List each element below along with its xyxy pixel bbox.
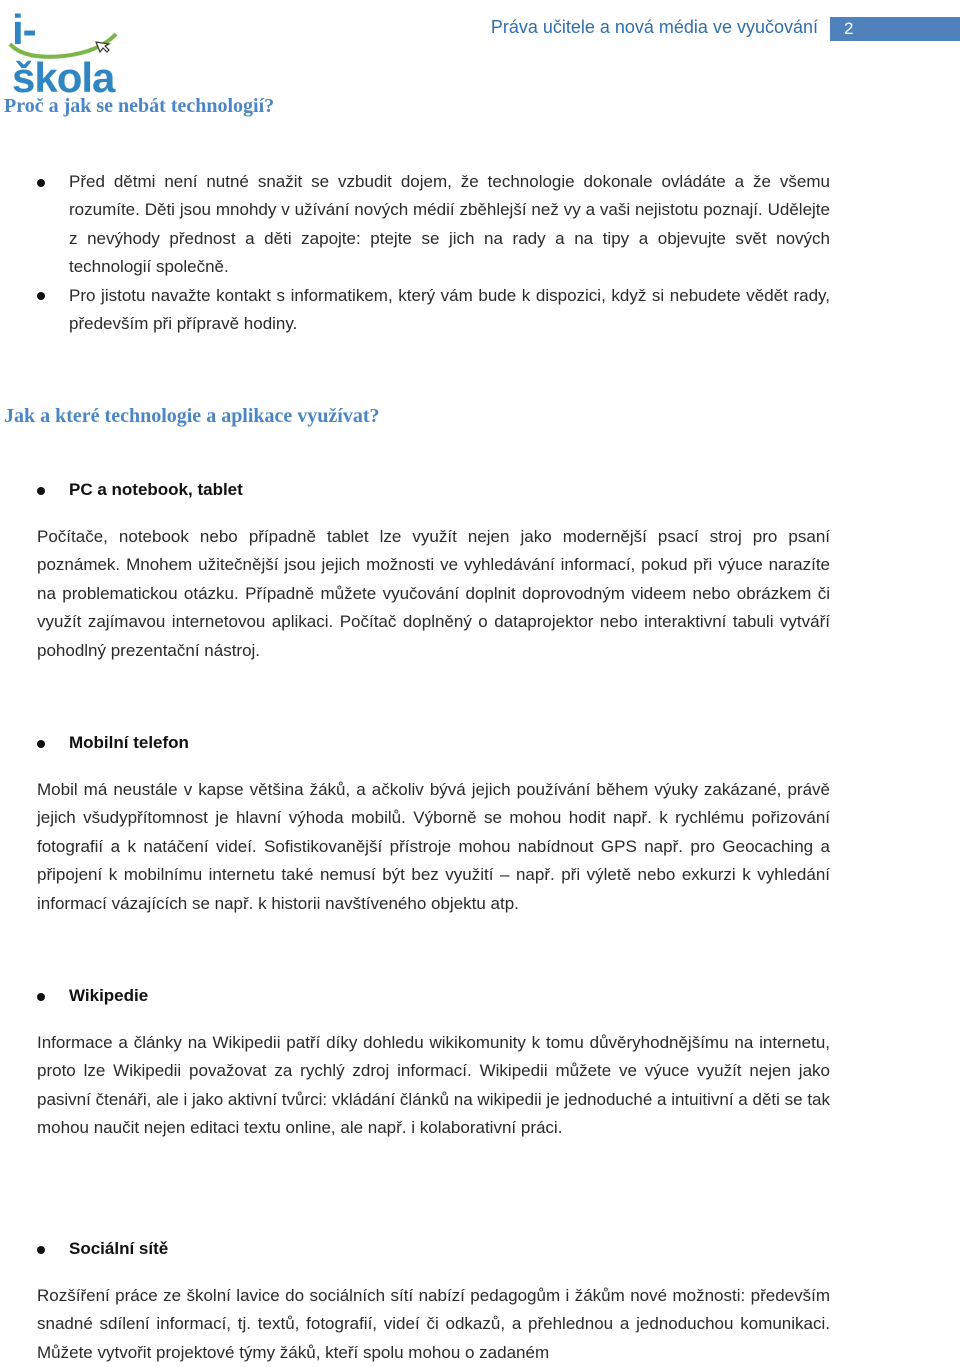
bullet-icon [37, 993, 45, 1001]
item-text: Informace a články na Wikipedii patří díky dohledu wikikomunity k tomu důvěryhodnějšímu na internetu, proto lze Wikipedii považovat za rychlý zdroj informací. Wikipedii můžete ve výuce využít nejen jako pasivní čtenáři, ale i jako aktivní tvůrci: vkládání článků na wikipedii je jednoduché a intuitivní a děti se tak mohou naučit nejen editaci textu online, ale např. i kolaborativní práci. [37, 1033, 830, 1138]
item-title: Sociální sítě [69, 1239, 169, 1258]
page-number: 2 [830, 17, 960, 41]
bullet-text: Před dětmi není nutné snažit se vzbudit dojem, že technologie dokonale ovládáte a že všemu rozumíte. Děti jsou mnohdy v užívání nových médií zběhlejší než vy a vaši nejistotu poznají. Udělejte z nevýhody přednost a děti zapojte: ptejte se jich na rady a na tipy a objevujte svět nových technologií společně. [69, 172, 830, 277]
section-heading-how: Jak a které technologie a aplikace využívat? [4, 405, 380, 427]
i-skola-logo [4, 4, 124, 101]
section-heading-why: Proč a jak se nebát technologií? [4, 95, 275, 117]
bullet-icon [37, 292, 45, 300]
item-title: PC a notebook, tablet [69, 480, 243, 499]
document-title: Práva učitele a nová média ve vyučování [490, 17, 818, 37]
item-title: Wikipedie [69, 986, 149, 1005]
item-text: Počítače, notebook nebo případně tablet lze využít nejen jako modernější psací stroj pro psaní poznámek. Mnohem užitečnější jsou jejich možnosti ve vyhledávání informací, pokud při výuce narazíte na problematickou otázku. Případně můžete vyučování doplnit doprovodným videem nebo obrázkem či využít zajímavou internetovou aplikaci. Počítač doplněný o dataprojektor nebo interaktivní tabuli vytváří pohodlný prezentační nástroj. [37, 527, 830, 660]
item-title: Mobilní telefon [69, 733, 189, 752]
bullet-icon [37, 740, 45, 748]
bullet-icon [37, 487, 45, 495]
bullet-icon [37, 1246, 45, 1254]
bullet-text: Pro jistotu navažte kontakt s informatikem, který vám bude k dispozici, když si nebudete vědět rady, především při přípravě hodiny. [69, 286, 830, 334]
item-text: Mobil má neustále v kapse většina žáků, a ačkoliv bývá jejich používání během výuky zakázané, právě jejich všudypřítomnost je hlavní výhoda mobilů. Výborně se mohou hodit např. k rychlému pořizování fotografií a k natáčení videí. Sofistikovanější přístroje mohou nabídnout GPS např. pro Geocaching a připojení k mobilnímu internetu také nemusí být bez využití – např. při výletě nebo exkurzi k vyhledání informací vázajících se např. k historii navštíveného objektu atp. [37, 780, 830, 913]
logo-text: i-škola [12, 6, 115, 101]
bullet-icon [37, 179, 45, 187]
item-text: Rozšíření práce ze školní lavice do sociálních sítí nabízí pedagogům i žákům nové možnosti: především snadné sdílení informací, tj. textů, fotografií, videí či odkazů, a přehlednou a jednoduchou komunikaci. Můžete vytvořit projektové týmy žáků, kteří spolu mohou o zadaném [37, 1286, 830, 1362]
